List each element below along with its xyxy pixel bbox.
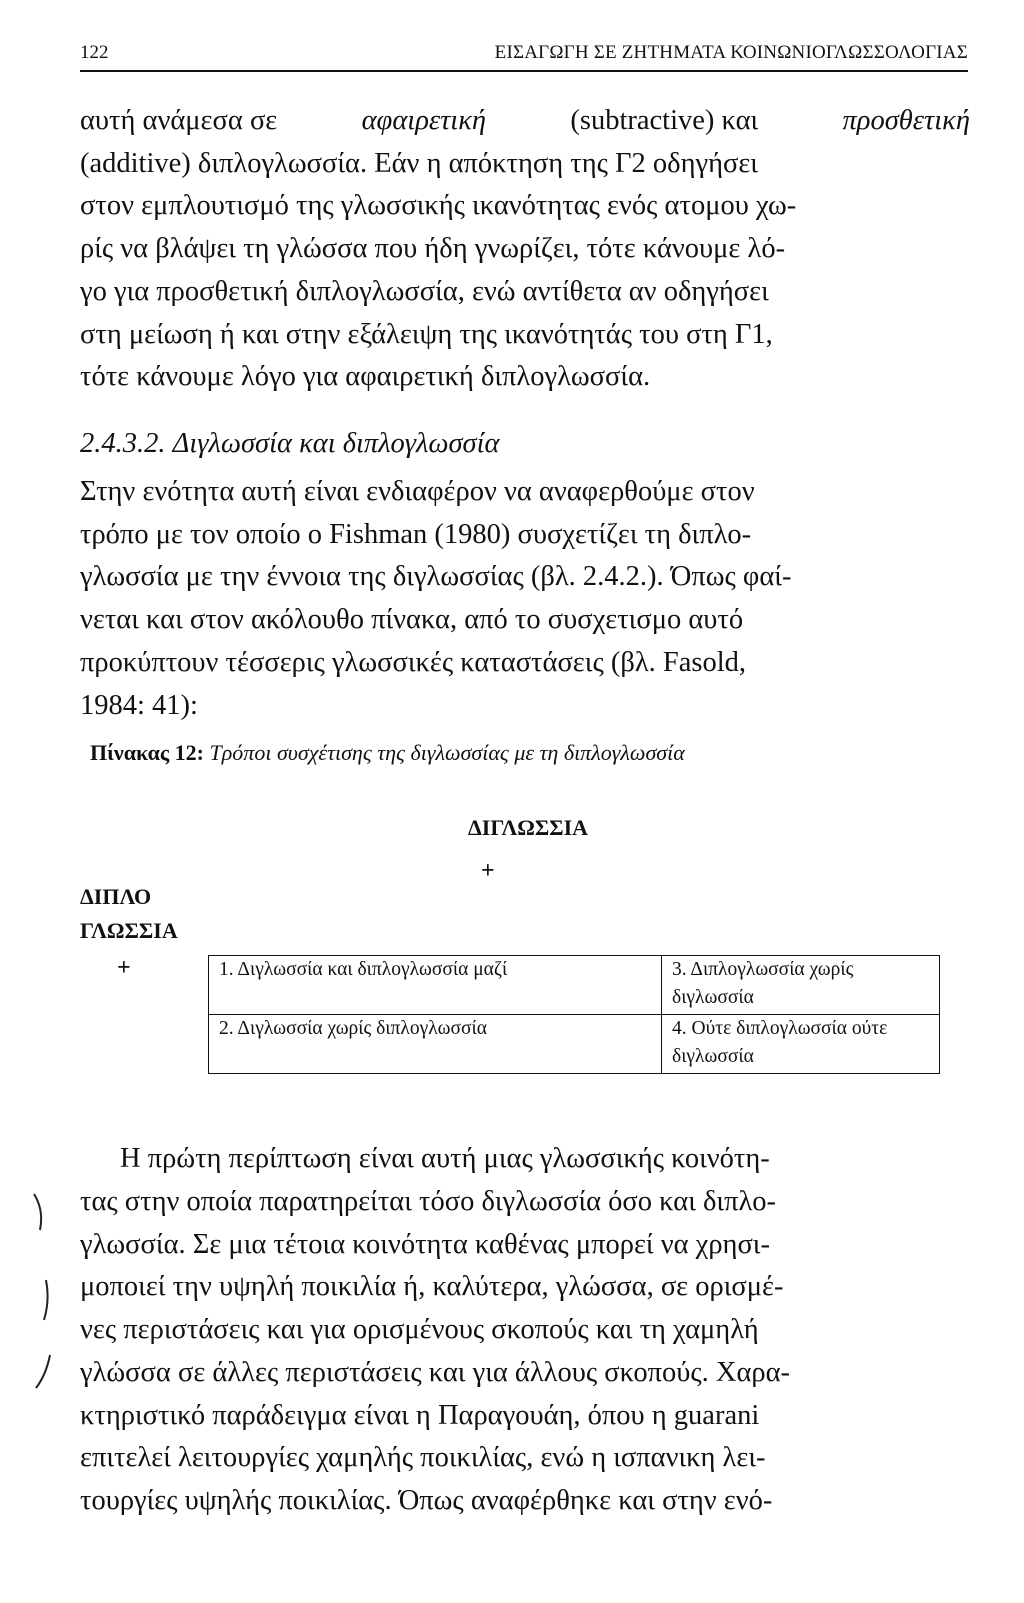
table-cell: 1. Διγλωσσία και διπλογλωσσία μαζί	[209, 956, 662, 1015]
text-line: γο για προσθετική διπλογλωσσία, ενώ αντίθετα αν οδηγήσει	[80, 275, 769, 307]
text-line: ρίς να βλάψει τη γλώσσα που ήδη γνωρίζει, τότε κάνουμε λό-	[80, 233, 786, 265]
table-row	[209, 1015, 940, 1074]
column-header: ΔΙΓΛΩΣΣΙΑ	[468, 815, 589, 840]
text-line: στον εμπλουτισμό της γλωσσικής ικανότητας ενός ατομου χω-	[80, 190, 797, 222]
page-number: 122	[80, 42, 109, 63]
table-cell: 3. Διπλογλωσσία χωρίς διγλωσσία	[662, 956, 940, 1015]
paragraph-3	[80, 1181, 970, 1523]
text-line: γλωσσία. Σε μια τέτοια κοινότητα καθένας μπορεί να χρησι-	[80, 1228, 770, 1260]
text-line: τρόπο με τον οποίο ο Fishman (1980) συσχετίζει τη διπλο-	[80, 518, 752, 550]
italic-term: προσθετική	[842, 105, 970, 136]
text-line: μοποιεί την υψηλή ποικιλία ή, καλύτερα, γλώσσα, σε ορισμέ-	[80, 1271, 784, 1303]
text-line: νεται και στον ακόλουθο πίνακα, από το συσχετισμο αυτό	[80, 604, 744, 636]
running-header	[80, 38, 968, 72]
text-line: νες περιστάσεις και για ορισμένους σκοπούς και τη χαμηλή	[80, 1314, 759, 1346]
margin-pencil-mark	[30, 1190, 60, 1390]
running-title: ΕΙΣΑΓΩΓΗ ΣΕ ΖΗΤΗΜΑΤΑ ΚΟΙΝΩΝΙΟΓΛΩΣΣΟΛΟΓΙΑΣ	[494, 42, 968, 63]
text-line: γλώσσα σε άλλες περιστάσεις και για άλλους σκοπούς. Χαρα-	[80, 1356, 791, 1388]
table-caption	[90, 740, 685, 766]
text-line: προκύπτουν τέσσερις γλωσσικές καταστάσεις (βλ. Fasold,	[80, 646, 747, 678]
text-line: (additive) διπλογλωσσία. Εάν η απόκτηση της Γ2 οδηγήσει	[80, 147, 758, 179]
table-cell: 4. Ούτε διπλογλωσσία ούτε διγλωσσία	[662, 1015, 940, 1074]
italic-term: αφαιρετική	[361, 105, 487, 136]
text-line: τας στην οποία παρατηρείται τόσο διγλωσσία όσο και διπλο-	[80, 1186, 777, 1217]
text-line: 1984: 41):	[80, 689, 198, 721]
table-caption-label: Πίνακας 12:	[90, 740, 205, 765]
text-line: τότε κάνουμε λόγο για αφαιρετική διπλογλωσσία.	[80, 361, 651, 393]
section-number: 2.4.3.2.	[80, 428, 166, 459]
paragraph-2	[80, 471, 970, 727]
text-line: Η πρώτη περίπτωση είναι αυτή μιας γλωσσικής κοινότη-	[120, 1143, 770, 1174]
text-line: γλωσσία με την έννοια της διγλωσσίας (βλ. 2.4.2.). Όπως φαί-	[80, 561, 792, 593]
row-header: ΔΙΠΛΟ ΓΛΩΣΣΙΑ	[80, 884, 178, 943]
text-line: επιτελεί λειτουργίες χαμηλής ποικιλίας, ενώ η ισπανικη λει-	[80, 1442, 766, 1474]
table-row	[209, 956, 940, 1015]
table-cell: 2. Διγλωσσία χωρίς διπλογλωσσία	[209, 1015, 662, 1074]
section-heading	[80, 428, 499, 460]
section-title: Διγλωσσία και διπλογλωσσία	[172, 428, 500, 459]
text-line: Στην ενότητα αυτή είναι ενδιαφέρον να αναφερθούμε στον	[80, 476, 755, 507]
paragraph-3-first	[120, 1138, 970, 1181]
matrix-table	[208, 955, 940, 1074]
text-line: στη μείωση ή και στην εξάλειψη της ικανότητάς του στη Γ1,	[80, 318, 773, 350]
table-caption-text: Τρόποι συσχέτισης της διγλωσσίας με τη διπλογλωσσία	[209, 740, 685, 765]
paragraph-1	[80, 100, 970, 399]
column-plus-sign: +	[481, 858, 495, 884]
row-plus-sign: +	[117, 955, 131, 981]
text-line: κτηριστικό παράδειγμα είναι η Παραγουάη, όπου η guarani	[80, 1399, 760, 1431]
text-line: τουργίες υψηλής ποικιλίας. Όπως αναφέρθηκε και στην ενό-	[80, 1484, 773, 1516]
text-line: αυτή ανάμεσα σε αφαιρετική (subtractive) και προσθετική	[80, 100, 970, 143]
